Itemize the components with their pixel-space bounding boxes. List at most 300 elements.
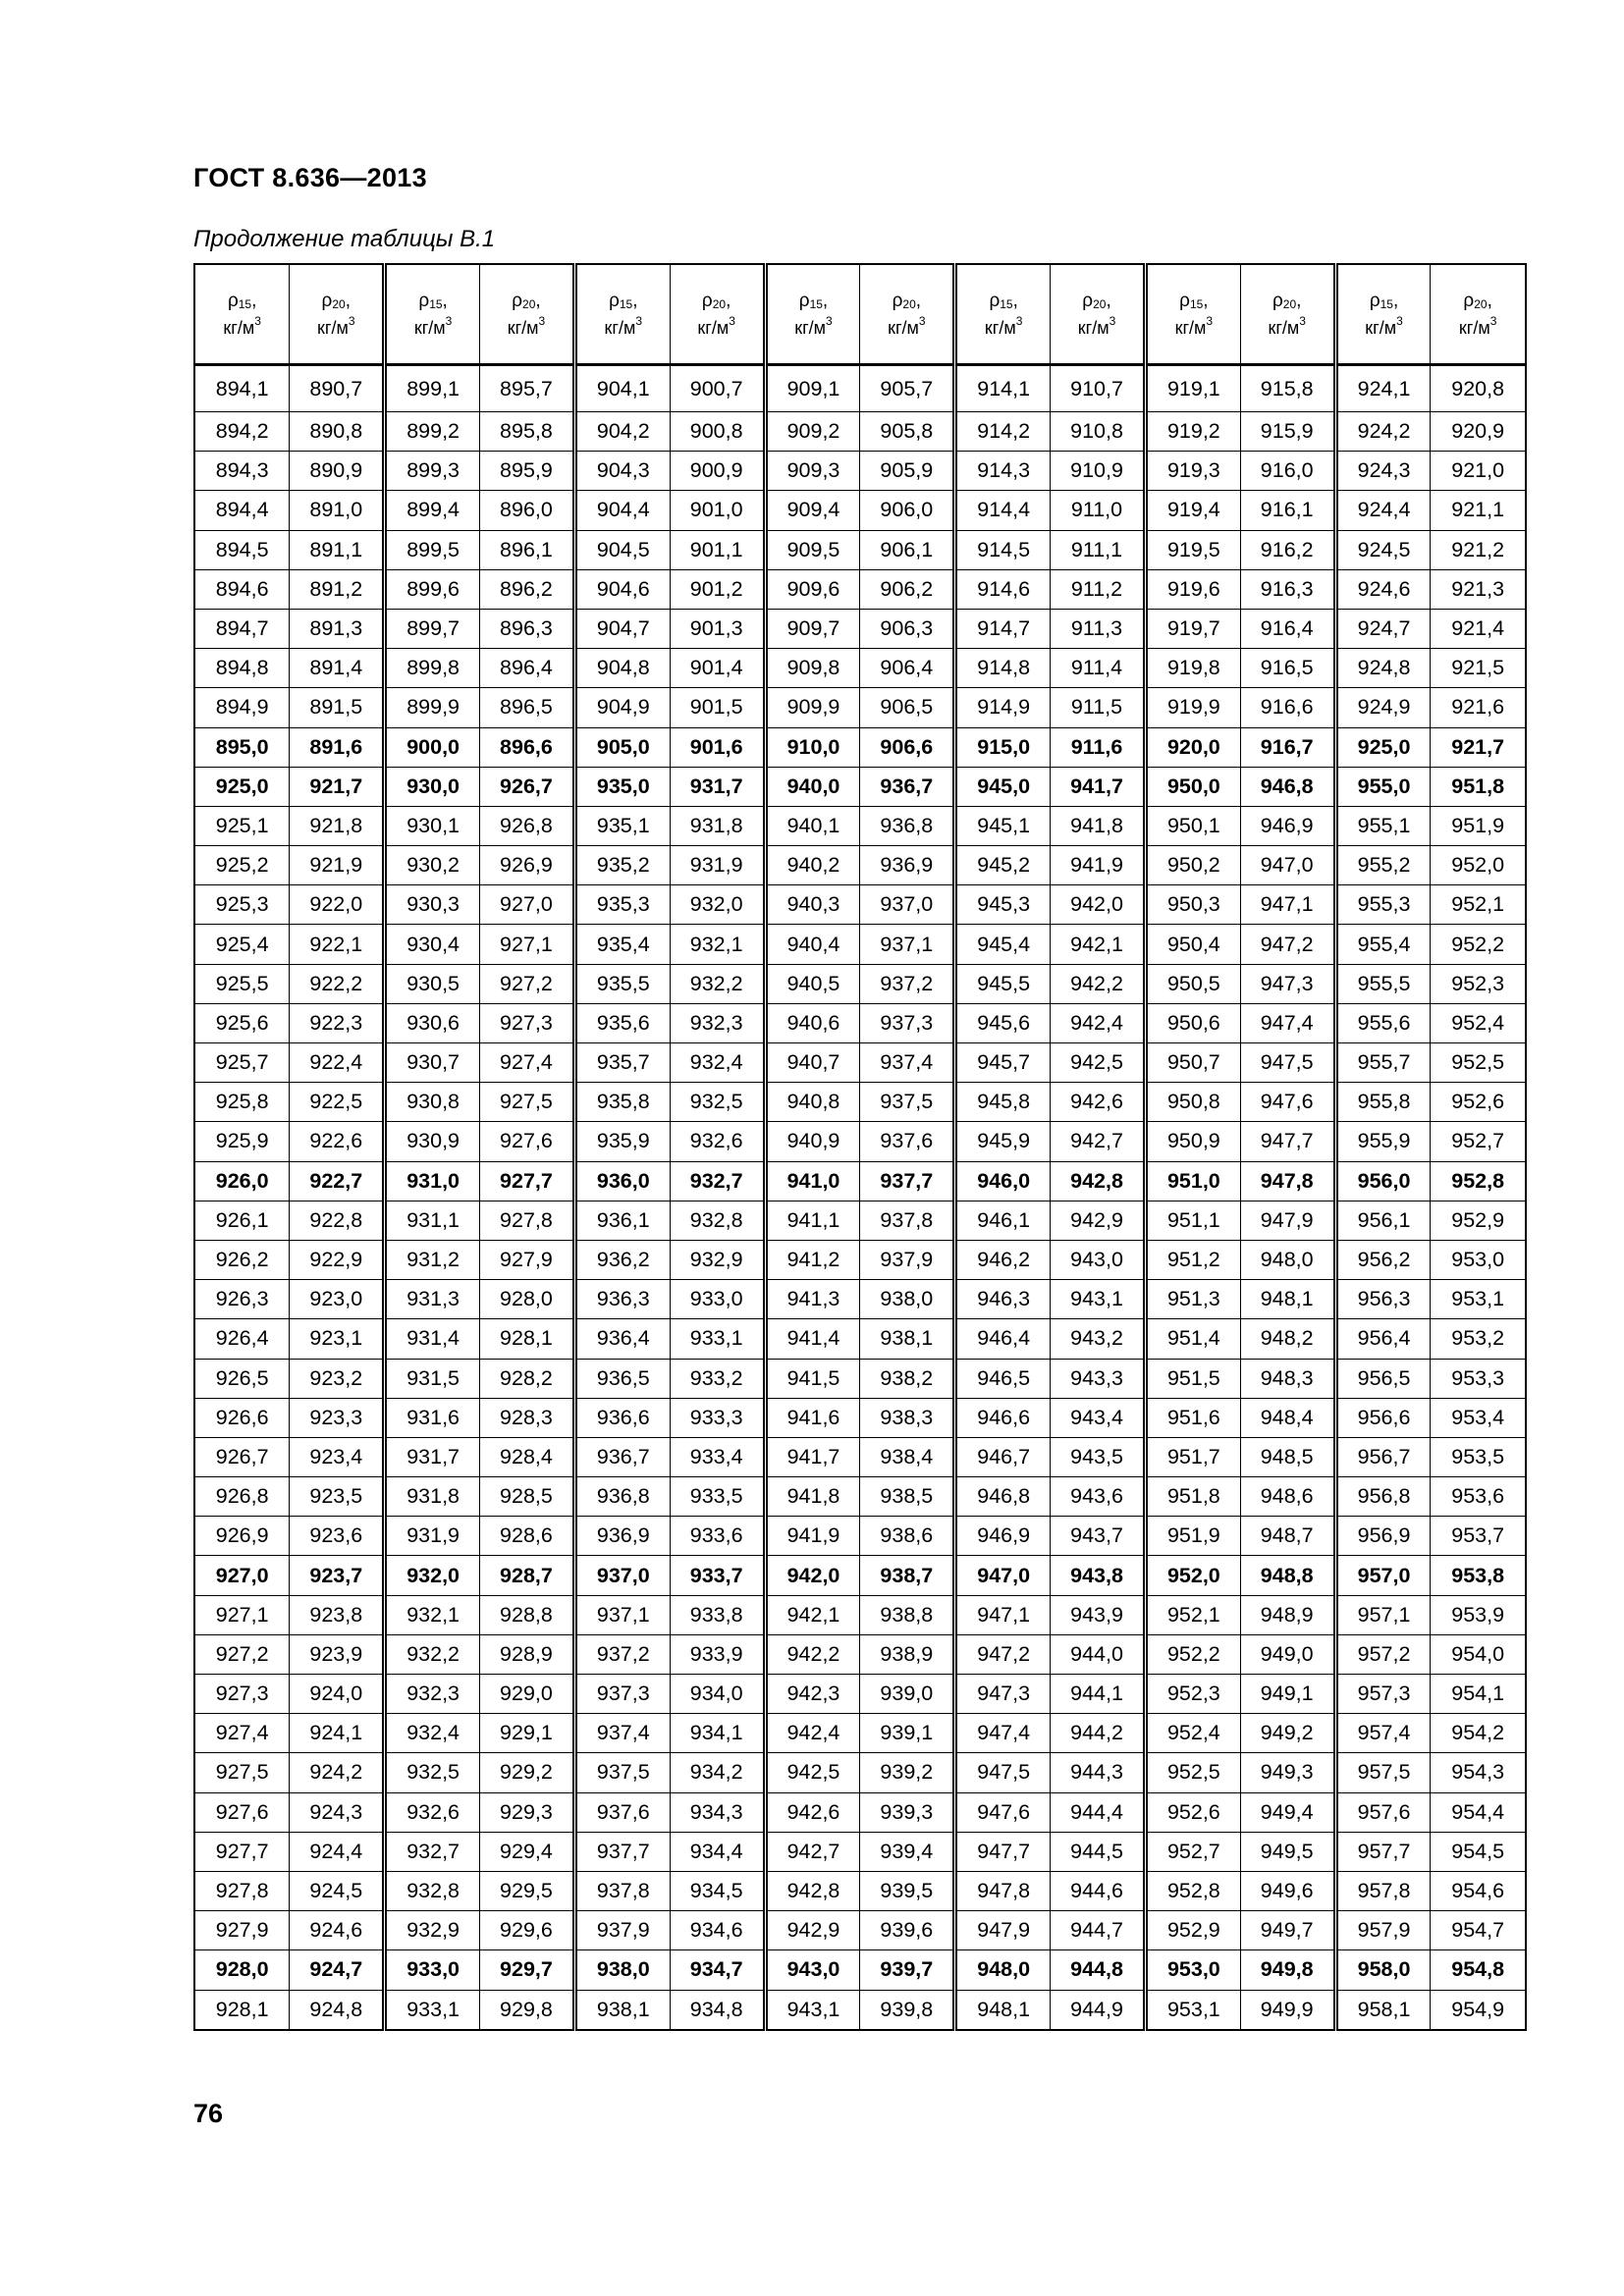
density-15-cell: 927,9 xyxy=(194,1911,290,1950)
density-20-cell: 941,8 xyxy=(1051,806,1146,845)
density-15-cell: 915,0 xyxy=(955,727,1051,767)
density-15-cell: 925,7 xyxy=(194,1043,290,1083)
density-20-cell: 921,2 xyxy=(1431,530,1526,569)
density-15-cell: 951,3 xyxy=(1145,1280,1240,1319)
table-caption: Продолжение таблицы В.1 xyxy=(193,226,496,252)
density-20-cell: 921,5 xyxy=(1431,649,1526,688)
column-header xyxy=(385,264,480,365)
density-15-cell: 942,9 xyxy=(765,1911,860,1950)
density-20-cell: 934,0 xyxy=(670,1675,765,1714)
density-20-cell: 921,4 xyxy=(1431,609,1526,648)
density-20-cell: 926,7 xyxy=(480,767,575,806)
density-15-cell: 941,1 xyxy=(765,1201,860,1240)
density-20-cell: 927,8 xyxy=(480,1201,575,1240)
header-comma: , xyxy=(345,290,351,311)
density-20-cell: 933,9 xyxy=(670,1634,765,1674)
density-15-cell: 941,2 xyxy=(765,1240,860,1279)
header-comma: , xyxy=(442,290,448,311)
density-symbol: ρ xyxy=(701,290,713,311)
density-15-cell: 914,9 xyxy=(955,688,1051,727)
density-15-cell: 956,1 xyxy=(1335,1201,1431,1240)
density-20-cell: 901,1 xyxy=(670,530,765,569)
density-20-cell: 916,2 xyxy=(1240,530,1335,569)
column-header xyxy=(1240,264,1335,365)
density-20-cell: 938,9 xyxy=(860,1634,955,1674)
table-row xyxy=(194,412,1526,452)
density-20-cell: 942,0 xyxy=(1051,885,1146,925)
density-15-cell: 953,1 xyxy=(1145,1990,1240,2030)
density-20-cell: 946,9 xyxy=(1240,806,1335,845)
density-20-cell: 949,0 xyxy=(1240,1634,1335,1674)
density-15-cell: 952,7 xyxy=(1145,1832,1240,1871)
table-row xyxy=(194,1753,1526,1792)
density-symbol: ρ xyxy=(1272,290,1283,311)
density-15-cell: 936,8 xyxy=(574,1477,670,1517)
density-15-cell: 914,6 xyxy=(955,569,1051,609)
table-row xyxy=(194,649,1526,688)
density-20-cell: 938,8 xyxy=(860,1595,955,1634)
table-row xyxy=(194,1319,1526,1359)
density-20-cell: 922,9 xyxy=(290,1240,385,1279)
density-15-cell: 919,4 xyxy=(1145,491,1240,530)
density-20-cell: 937,5 xyxy=(860,1083,955,1122)
density-20-cell: 929,0 xyxy=(480,1675,575,1714)
density-15-cell: 914,7 xyxy=(955,609,1051,648)
density-20-cell: 924,8 xyxy=(290,1990,385,2030)
density-20-cell: 949,5 xyxy=(1240,1832,1335,1871)
header-comma: , xyxy=(822,290,829,311)
density-15-cell: 945,3 xyxy=(955,885,1051,925)
density-20-cell: 938,4 xyxy=(860,1437,955,1476)
temperature-subscript: 15 xyxy=(1189,296,1204,311)
density-15-cell: 952,1 xyxy=(1145,1595,1240,1634)
density-20-cell: 934,4 xyxy=(670,1832,765,1871)
column-header xyxy=(194,264,290,365)
density-15-cell: 919,2 xyxy=(1145,412,1240,452)
unit-exponent: 3 xyxy=(1109,314,1116,329)
density-20-cell: 939,0 xyxy=(860,1675,955,1714)
density-20-cell: 927,5 xyxy=(480,1083,575,1122)
density-15-cell: 924,5 xyxy=(1335,530,1431,569)
density-20-cell: 896,1 xyxy=(480,530,575,569)
density-15-cell: 946,4 xyxy=(955,1319,1051,1359)
density-15-cell: 926,0 xyxy=(194,1161,290,1201)
density-15-cell: 909,5 xyxy=(765,530,860,569)
density-15-cell: 941,3 xyxy=(765,1280,860,1319)
density-15-cell: 904,3 xyxy=(574,452,670,491)
density-15-cell: 940,8 xyxy=(765,1083,860,1122)
density-20-cell: 932,0 xyxy=(670,885,765,925)
density-15-cell: 957,4 xyxy=(1335,1714,1431,1753)
density-20-cell: 952,4 xyxy=(1431,1003,1526,1042)
density-15-cell: 926,1 xyxy=(194,1201,290,1240)
density-symbol: ρ xyxy=(1463,290,1475,311)
density-20-cell: 916,5 xyxy=(1240,649,1335,688)
density-20-cell: 916,4 xyxy=(1240,609,1335,648)
density-20-cell: 927,4 xyxy=(480,1043,575,1083)
density-15-cell: 935,0 xyxy=(574,767,670,806)
density-15-cell: 930,4 xyxy=(385,925,480,964)
table-row xyxy=(194,885,1526,925)
density-20-cell: 923,8 xyxy=(290,1595,385,1634)
table-row xyxy=(194,688,1526,727)
density-20-cell: 931,8 xyxy=(670,806,765,845)
density-20-cell: 911,1 xyxy=(1051,530,1146,569)
density-15-cell: 951,6 xyxy=(1145,1398,1240,1437)
density-20-cell: 906,1 xyxy=(860,530,955,569)
table-row xyxy=(194,1201,1526,1240)
density-20-cell: 932,2 xyxy=(670,964,765,1003)
density-20-cell: 938,3 xyxy=(860,1398,955,1437)
density-20-cell: 927,6 xyxy=(480,1122,575,1161)
density-15-cell: 952,9 xyxy=(1145,1911,1240,1950)
density-15-cell: 950,2 xyxy=(1145,846,1240,885)
density-20-cell: 891,4 xyxy=(290,649,385,688)
density-20-cell: 952,7 xyxy=(1431,1122,1526,1161)
table-row xyxy=(194,727,1526,767)
unit-exponent: 3 xyxy=(445,314,453,329)
table-row xyxy=(194,365,1526,412)
density-15-cell: 945,6 xyxy=(955,1003,1051,1042)
density-15-cell: 936,3 xyxy=(574,1280,670,1319)
density-15-cell: 914,8 xyxy=(955,649,1051,688)
density-15-cell: 936,0 xyxy=(574,1161,670,1201)
density-20-cell: 905,8 xyxy=(860,412,955,452)
density-15-cell: 924,2 xyxy=(1335,412,1431,452)
density-15-cell: 931,0 xyxy=(385,1161,480,1201)
density-symbol: ρ xyxy=(227,290,239,311)
density-15-cell: 947,5 xyxy=(955,1753,1051,1792)
density-15-cell: 926,5 xyxy=(194,1359,290,1398)
unit-label: кг/м xyxy=(1174,318,1207,339)
density-20-cell: 953,8 xyxy=(1431,1556,1526,1595)
density-20-cell: 948,1 xyxy=(1240,1280,1335,1319)
density-20-cell: 928,9 xyxy=(480,1634,575,1674)
unit-label: кг/м xyxy=(223,318,255,339)
density-15-cell: 927,7 xyxy=(194,1832,290,1871)
density-15-cell: 952,2 xyxy=(1145,1634,1240,1674)
density-20-cell: 944,0 xyxy=(1051,1634,1146,1674)
density-20-cell: 948,3 xyxy=(1240,1359,1335,1398)
density-20-cell: 922,6 xyxy=(290,1122,385,1161)
column-header xyxy=(1145,264,1240,365)
density-20-cell: 932,8 xyxy=(670,1201,765,1240)
density-15-cell: 951,7 xyxy=(1145,1437,1240,1476)
temperature-subscript: 15 xyxy=(429,296,443,311)
density-15-cell: 899,2 xyxy=(385,412,480,452)
density-15-cell: 941,5 xyxy=(765,1359,860,1398)
density-15-cell: 924,3 xyxy=(1335,452,1431,491)
density-15-cell: 904,8 xyxy=(574,649,670,688)
density-20-cell: 937,1 xyxy=(860,925,955,964)
density-20-cell: 934,7 xyxy=(670,1950,765,1990)
density-15-cell: 894,5 xyxy=(194,530,290,569)
table-row xyxy=(194,1595,1526,1634)
density-15-cell: 930,8 xyxy=(385,1083,480,1122)
density-20-cell: 929,6 xyxy=(480,1911,575,1950)
density-20-cell: 921,7 xyxy=(290,767,385,806)
density-15-cell: 945,0 xyxy=(955,767,1051,806)
density-15-cell: 956,6 xyxy=(1335,1398,1431,1437)
density-20-cell: 933,7 xyxy=(670,1556,765,1595)
density-20-cell: 937,7 xyxy=(860,1161,955,1201)
density-20-cell: 922,7 xyxy=(290,1161,385,1201)
density-20-cell: 953,4 xyxy=(1431,1398,1526,1437)
density-15-cell: 937,9 xyxy=(574,1911,670,1950)
density-20-cell: 943,8 xyxy=(1051,1556,1146,1595)
density-15-cell: 950,3 xyxy=(1145,885,1240,925)
density-20-cell: 924,6 xyxy=(290,1911,385,1950)
header-comma: , xyxy=(1487,290,1492,311)
density-15-cell: 919,8 xyxy=(1145,649,1240,688)
density-20-cell: 923,7 xyxy=(290,1556,385,1595)
density-20-cell: 937,9 xyxy=(860,1240,955,1279)
density-15-cell: 955,9 xyxy=(1335,1122,1431,1161)
density-20-cell: 949,7 xyxy=(1240,1911,1335,1950)
unit-label: кг/м xyxy=(604,318,636,339)
density-20-cell: 915,9 xyxy=(1240,412,1335,452)
density-20-cell: 901,6 xyxy=(670,727,765,767)
density-20-cell: 922,2 xyxy=(290,964,385,1003)
unit-label: кг/м xyxy=(697,318,730,339)
density-15-cell: 919,6 xyxy=(1145,569,1240,609)
density-15-cell: 909,7 xyxy=(765,609,860,648)
density-15-cell: 937,5 xyxy=(574,1753,670,1792)
density-15-cell: 925,9 xyxy=(194,1122,290,1161)
density-15-cell: 957,0 xyxy=(1335,1556,1431,1595)
density-15-cell: 952,4 xyxy=(1145,1714,1240,1753)
density-15-cell: 932,8 xyxy=(385,1871,480,1910)
density-20-cell: 933,4 xyxy=(670,1437,765,1476)
density-15-cell: 943,1 xyxy=(765,1990,860,2030)
density-20-cell: 943,9 xyxy=(1051,1595,1146,1634)
density-15-cell: 927,1 xyxy=(194,1595,290,1634)
density-15-cell: 909,1 xyxy=(765,365,860,412)
table-row xyxy=(194,1675,1526,1714)
density-20-cell: 948,8 xyxy=(1240,1556,1335,1595)
density-symbol: ρ xyxy=(418,290,430,311)
density-20-cell: 927,0 xyxy=(480,885,575,925)
density-15-cell: 899,5 xyxy=(385,530,480,569)
density-15-cell: 951,5 xyxy=(1145,1359,1240,1398)
density-15-cell: 946,6 xyxy=(955,1398,1051,1437)
unit-exponent: 3 xyxy=(826,314,833,329)
density-15-cell: 905,0 xyxy=(574,727,670,767)
density-15-cell: 955,6 xyxy=(1335,1003,1431,1042)
density-15-cell: 937,0 xyxy=(574,1556,670,1595)
density-20-cell: 911,0 xyxy=(1051,491,1146,530)
density-20-cell: 934,8 xyxy=(670,1990,765,2030)
density-15-cell: 926,3 xyxy=(194,1280,290,1319)
table-row xyxy=(194,491,1526,530)
table-row xyxy=(194,1832,1526,1871)
density-20-cell: 953,5 xyxy=(1431,1437,1526,1476)
density-20-cell: 931,9 xyxy=(670,846,765,885)
density-20-cell: 891,3 xyxy=(290,609,385,648)
density-20-cell: 921,6 xyxy=(1431,688,1526,727)
density-20-cell: 939,6 xyxy=(860,1911,955,1950)
density-20-cell: 943,4 xyxy=(1051,1398,1146,1437)
density-15-cell: 925,2 xyxy=(194,846,290,885)
temperature-subscript: 20 xyxy=(1282,296,1297,311)
density-15-cell: 924,4 xyxy=(1335,491,1431,530)
density-20-cell: 900,9 xyxy=(670,452,765,491)
density-20-cell: 921,3 xyxy=(1431,569,1526,609)
density-15-cell: 914,4 xyxy=(955,491,1051,530)
table-row xyxy=(194,1083,1526,1122)
density-20-cell: 924,4 xyxy=(290,1832,385,1871)
density-20-cell: 954,7 xyxy=(1431,1911,1526,1950)
density-15-cell: 945,8 xyxy=(955,1083,1051,1122)
density-symbol: ρ xyxy=(1369,290,1380,311)
density-20-cell: 906,3 xyxy=(860,609,955,648)
density-20-cell: 949,9 xyxy=(1240,1990,1335,2030)
density-15-cell: 955,8 xyxy=(1335,1083,1431,1122)
density-20-cell: 944,5 xyxy=(1051,1832,1146,1871)
density-15-cell: 935,1 xyxy=(574,806,670,845)
density-15-cell: 955,4 xyxy=(1335,925,1431,964)
density-15-cell: 947,4 xyxy=(955,1714,1051,1753)
density-20-cell: 943,0 xyxy=(1051,1240,1146,1279)
column-header xyxy=(1051,264,1146,365)
unit-label: кг/м xyxy=(1458,318,1490,339)
density-20-cell: 928,3 xyxy=(480,1398,575,1437)
density-20-cell: 952,3 xyxy=(1431,964,1526,1003)
column-header xyxy=(480,264,575,365)
density-15-cell: 927,8 xyxy=(194,1871,290,1910)
density-15-cell: 919,7 xyxy=(1145,609,1240,648)
density-15-cell: 925,4 xyxy=(194,925,290,964)
density-symbol: ρ xyxy=(892,290,903,311)
density-20-cell: 954,8 xyxy=(1431,1950,1526,1990)
density-20-cell: 944,6 xyxy=(1051,1871,1146,1910)
density-15-cell: 947,2 xyxy=(955,1634,1051,1674)
header-comma: , xyxy=(251,290,257,311)
density-20-cell: 929,1 xyxy=(480,1714,575,1753)
density-15-cell: 937,7 xyxy=(574,1832,670,1871)
density-15-cell: 947,3 xyxy=(955,1675,1051,1714)
density-20-cell: 938,5 xyxy=(860,1477,955,1517)
density-20-cell: 936,7 xyxy=(860,767,955,806)
density-15-cell: 950,4 xyxy=(1145,925,1240,964)
table-header-row xyxy=(194,264,1526,365)
unit-label: кг/м xyxy=(1268,318,1300,339)
density-20-cell: 911,5 xyxy=(1051,688,1146,727)
density-20-cell: 948,6 xyxy=(1240,1477,1335,1517)
density-15-cell: 941,7 xyxy=(765,1437,860,1476)
density-15-cell: 957,3 xyxy=(1335,1675,1431,1714)
density-20-cell: 947,7 xyxy=(1240,1122,1335,1161)
density-15-cell: 948,1 xyxy=(955,1990,1051,2030)
header-comma: , xyxy=(1012,290,1018,311)
density-20-cell: 929,3 xyxy=(480,1792,575,1832)
density-20-cell: 938,7 xyxy=(860,1556,955,1595)
density-20-cell: 934,6 xyxy=(670,1911,765,1950)
temperature-subscript: 20 xyxy=(522,296,536,311)
density-20-cell: 937,8 xyxy=(860,1201,955,1240)
density-20-cell: 953,6 xyxy=(1431,1477,1526,1517)
density-20-cell: 916,6 xyxy=(1240,688,1335,727)
density-20-cell: 952,2 xyxy=(1431,925,1526,964)
density-20-cell: 948,9 xyxy=(1240,1595,1335,1634)
density-20-cell: 916,1 xyxy=(1240,491,1335,530)
density-20-cell: 948,0 xyxy=(1240,1240,1335,1279)
density-20-cell: 944,2 xyxy=(1051,1714,1146,1753)
density-20-cell: 954,2 xyxy=(1431,1714,1526,1753)
unit-label: кг/м xyxy=(507,318,539,339)
unit-exponent: 3 xyxy=(1489,314,1497,329)
density-15-cell: 894,2 xyxy=(194,412,290,452)
column-header xyxy=(1431,264,1526,365)
density-15-cell: 956,8 xyxy=(1335,1477,1431,1517)
density-20-cell: 939,1 xyxy=(860,1714,955,1753)
density-15-cell: 940,2 xyxy=(765,846,860,885)
table-row xyxy=(194,1990,1526,2030)
density-15-cell: 946,7 xyxy=(955,1437,1051,1476)
temperature-subscript: 15 xyxy=(619,296,633,311)
density-20-cell: 911,2 xyxy=(1051,569,1146,609)
density-20-cell: 921,1 xyxy=(1431,491,1526,530)
density-15-cell: 957,2 xyxy=(1335,1634,1431,1674)
density-15-cell: 945,4 xyxy=(955,925,1051,964)
density-symbol: ρ xyxy=(321,290,333,311)
density-15-cell: 945,1 xyxy=(955,806,1051,845)
density-15-cell: 904,6 xyxy=(574,569,670,609)
density-20-cell: 951,8 xyxy=(1431,767,1526,806)
density-20-cell: 911,3 xyxy=(1051,609,1146,648)
density-20-cell: 921,8 xyxy=(290,806,385,845)
column-header xyxy=(860,264,955,365)
density-20-cell: 911,6 xyxy=(1051,727,1146,767)
unit-exponent: 3 xyxy=(538,314,546,329)
density-20-cell: 910,8 xyxy=(1051,412,1146,452)
density-20-cell: 901,2 xyxy=(670,569,765,609)
density-15-cell: 932,9 xyxy=(385,1911,480,1950)
density-15-cell: 942,6 xyxy=(765,1792,860,1832)
density-20-cell: 933,1 xyxy=(670,1319,765,1359)
density-15-cell: 951,0 xyxy=(1145,1161,1240,1201)
density-15-cell: 909,3 xyxy=(765,452,860,491)
density-15-cell: 914,5 xyxy=(955,530,1051,569)
density-15-cell: 947,9 xyxy=(955,1911,1051,1950)
table-row xyxy=(194,1122,1526,1161)
column-header xyxy=(574,264,670,365)
density-20-cell: 942,7 xyxy=(1051,1122,1146,1161)
density-20-cell: 954,6 xyxy=(1431,1871,1526,1910)
density-15-cell: 930,6 xyxy=(385,1003,480,1042)
density-20-cell: 943,1 xyxy=(1051,1280,1146,1319)
density-20-cell: 934,5 xyxy=(670,1871,765,1910)
density-20-cell: 938,1 xyxy=(860,1319,955,1359)
unit-label: кг/м xyxy=(1077,318,1110,339)
density-15-cell: 899,4 xyxy=(385,491,480,530)
density-20-cell: 953,3 xyxy=(1431,1359,1526,1398)
density-20-cell: 947,9 xyxy=(1240,1201,1335,1240)
density-20-cell: 944,9 xyxy=(1051,1990,1146,2030)
density-20-cell: 927,9 xyxy=(480,1240,575,1279)
density-15-cell: 946,5 xyxy=(955,1359,1051,1398)
table-row xyxy=(194,964,1526,1003)
density-symbol: ρ xyxy=(1082,290,1094,311)
density-15-cell: 940,4 xyxy=(765,925,860,964)
density-20-cell: 916,3 xyxy=(1240,569,1335,609)
density-20-cell: 937,3 xyxy=(860,1003,955,1042)
density-15-cell: 894,8 xyxy=(194,649,290,688)
density-15-cell: 950,9 xyxy=(1145,1122,1240,1161)
density-15-cell: 926,6 xyxy=(194,1398,290,1437)
density-15-cell: 938,1 xyxy=(574,1990,670,2030)
density-15-cell: 940,6 xyxy=(765,1003,860,1042)
